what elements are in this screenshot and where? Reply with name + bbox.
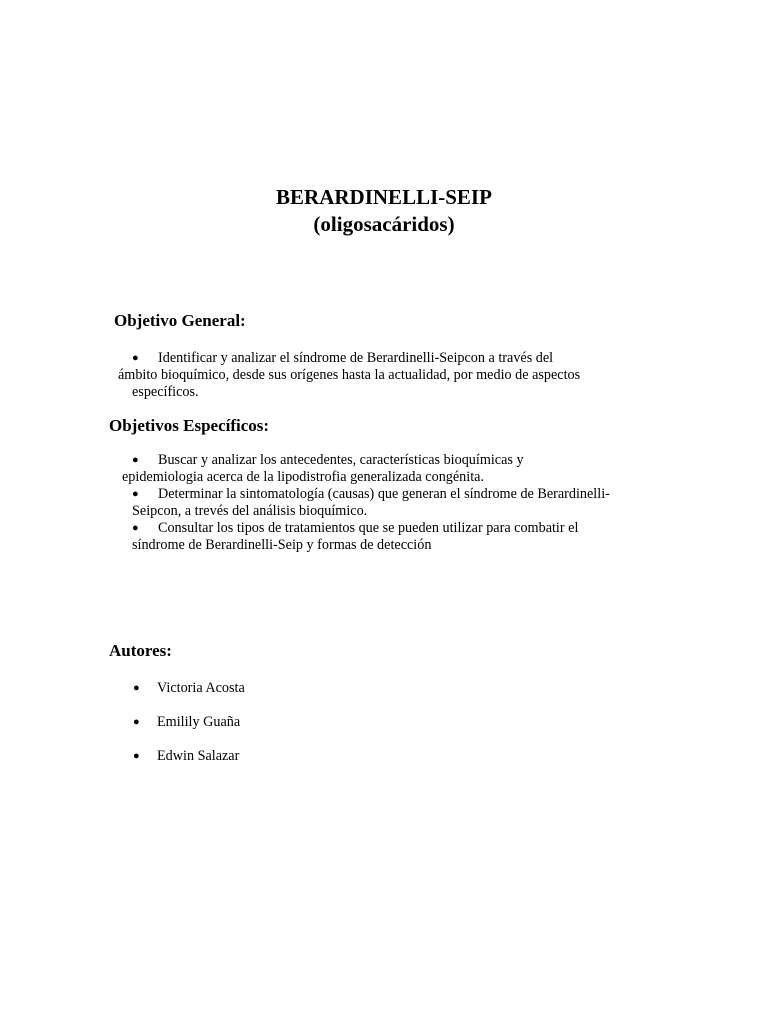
document-title: BERARDINELLI-SEIP — [276, 185, 492, 209]
list-item-line: síndrome de Berardinelli-Seip y formas de detección — [132, 537, 432, 553]
objetivo-general-heading: Objetivo General: — [114, 311, 246, 330]
list-item — [110, 520, 670, 554]
autores-heading: Autores: — [109, 641, 172, 660]
document-subtitle: (oligosacáridos) — [313, 212, 455, 236]
list-item-line: ● Consultar los tipos de tratamientos que se pueden utilizar para combatir el — [110, 520, 670, 537]
bullet-icon: ● — [133, 682, 140, 694]
bullet-icon: ● — [132, 352, 139, 364]
author-item: ● Emilily Guaña — [110, 714, 245, 748]
author-item: ● Victoria Acosta — [110, 680, 245, 714]
list-item-line: ámbito bioquímico, desde sus orígenes hasta la actualidad, por medio de aspectos — [118, 367, 581, 383]
bullet-icon: ● — [133, 716, 140, 728]
list-item-line: ● Determinar la sintomatología (causas) que generan el síndrome de Berardinelli- — [110, 486, 670, 503]
list-item — [110, 452, 670, 486]
author-item: ● Edwin Salazar — [110, 748, 245, 782]
bullet-icon: ● — [132, 488, 139, 500]
list-item-line: ● Identificar y analizar el síndrome de Berardinelli-Seipcon a través del — [110, 350, 670, 367]
list-item-line: específicos. — [132, 384, 199, 400]
bullet-icon: ● — [133, 750, 140, 762]
title-block — [0, 184, 768, 238]
objetivos-especificos-list — [110, 452, 670, 554]
bullet-icon: ● — [132, 522, 139, 534]
bullet-icon: ● — [132, 454, 139, 466]
autores-list — [110, 680, 245, 782]
objetivos-especificos-heading: Objetivos Específicos: — [109, 416, 270, 435]
list-item-line: Seipcon, a trevés del análisis bioquímico. — [132, 503, 368, 519]
list-item — [110, 350, 670, 401]
list-item-line: epidemiologia acerca de la lipodistrofia generalizada congénita. — [122, 469, 485, 485]
list-item — [110, 486, 670, 520]
objetivo-general-list — [110, 350, 670, 401]
list-item-line: ● Buscar y analizar los antecedentes, características bioquímicas y — [110, 452, 670, 469]
